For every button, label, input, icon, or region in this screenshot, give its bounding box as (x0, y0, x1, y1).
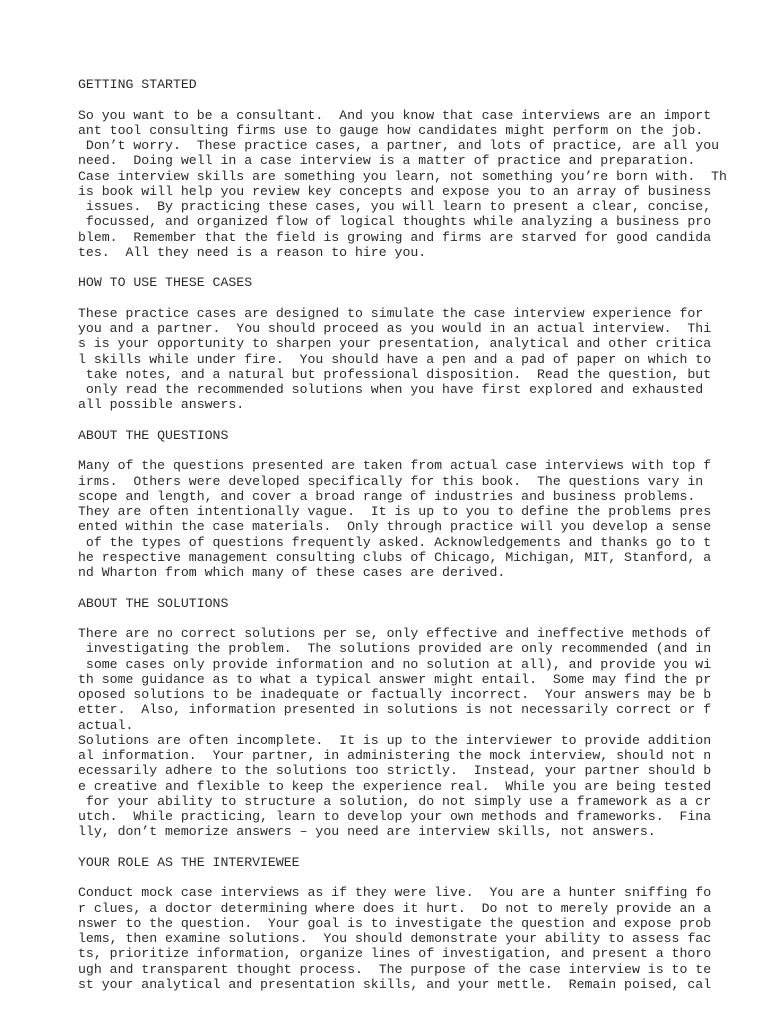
text-line: blem. Remember that the field is growing and firms are starved for good candida (78, 229, 712, 245)
text-line: ant tool consulting firms use to gauge how candidates might perform on the job. (78, 122, 704, 138)
text-line: th some guidance as to what a typical answer might entail. Some may find the pr (78, 671, 712, 687)
text-line: There are no correct solutions per se, only effective and ineffective methods of (78, 626, 712, 641)
section (78, 596, 718, 840)
text-line: So you want to be a consultant. And you know that case interviews are an import (78, 107, 712, 123)
text-line: Conduct mock case interviews as if they were live. You are a hunter sniffing fo (78, 885, 712, 901)
paragraph (78, 733, 718, 840)
text-line: utch. While practicing, learn to develop your own methods and frameworks. Fina (78, 809, 712, 824)
paragraph (78, 107, 727, 261)
text-line: lems, then examine solutions. You should demonstrate your ability to assess fac (78, 931, 712, 946)
section-heading: GETTING STARTED (78, 77, 197, 92)
section-heading: ABOUT THE SOLUTIONS (78, 595, 229, 611)
text-line: you and a partner. You should proceed as you would in an actual interview. Thi (78, 321, 712, 336)
section-heading: HOW TO USE THESE CASES (78, 275, 253, 291)
text-line: nswer to the question. Your goal is to investigate the question and expose prob (78, 915, 712, 931)
text-line: is book will help you review key concepts and expose you to an array of business (78, 183, 712, 199)
paragraph (78, 626, 718, 733)
text-line: he respective management consulting clubs of Chicago, Michigan, MIT, Stanford, a (78, 549, 712, 565)
text-line: ecessarily adhere to the solutions too strictly. Instead, your partner should b (78, 763, 712, 779)
text-line: scope and length, and cover a broad range of industries and business problems. (78, 488, 696, 504)
document-page (78, 77, 727, 1007)
text-line: all possible answers. (78, 397, 245, 413)
text-line: ugh and transparent thought process. The purpose of the case interview is to te (78, 961, 712, 977)
section (78, 77, 727, 260)
text-line: e creative and flexible to keep the experience real. While you are being tested (78, 778, 712, 794)
text-line: They are often intentionally vague. It is up to you to define the problems pres (78, 504, 712, 519)
text-line: s is your opportunity to sharpen your presentation, analytical and other critica (78, 336, 712, 352)
paragraph (78, 885, 718, 992)
text-line: st your analytical and presentation skills, and your mettle. Remain poised, cal (78, 976, 712, 992)
text-line: issues. By practicing these cases, you will learn to present a clear, concise, (78, 199, 712, 214)
text-line: nd Wharton from which many of these cases are derived. (78, 565, 506, 580)
text-line: Case interview skills are something you learn, not something you’re born with. Th (78, 168, 727, 184)
text-line: l skills while under fire. You should have a pen and a pad of paper on which to (78, 351, 712, 367)
text-line: etter. Also, information presented in solutions is not necessarily correct or f (78, 702, 712, 718)
text-line: need. Doing well in a case interview is a matter of practice and preparation. (78, 153, 696, 169)
text-line: Don’t worry. These practice cases, a partner, and lots of practice, are all you (78, 138, 720, 153)
text-line: of the types of questions frequently asked. Acknowledgements and thanks go to t (78, 534, 712, 550)
section-heading: ABOUT THE QUESTIONS (78, 427, 229, 443)
section (78, 428, 718, 581)
text-line: Many of the questions presented are taken from actual case interviews with top f (78, 458, 712, 474)
text-line: lly, don’t memorize answers – you need are interview skills, not answers. (78, 824, 656, 840)
text-line: oposed solutions to be inadequate or factually incorrect. Your answers may be b (78, 687, 712, 702)
text-line: Solutions are often incomplete. It is up to the interviewer to provide addition (78, 732, 712, 748)
text-line: for your ability to structure a solution, do not simply use a framework as a cr (78, 793, 712, 809)
text-line: tes. All they need is a reason to hire you. (78, 244, 427, 260)
section (78, 275, 718, 412)
text-line: investigating the problem. The solutions provided are only recommended (and in (78, 641, 712, 657)
text-line: al information. Your partner, in administering the mock interview, should not n (78, 748, 712, 763)
text-line: focussed, and organized flow of logical thoughts while analyzing a business pro (78, 214, 712, 230)
section (78, 855, 718, 992)
text-line: only read the recommended solutions when you have first explored and exhausted (78, 382, 704, 397)
text-line: r clues, a doctor determining where does it hurt. Do not to merely provide an a (78, 900, 712, 916)
paragraph (78, 306, 718, 413)
text-line: These practice cases are designed to simulate the case interview experience for (78, 305, 704, 321)
text-line: some cases only provide information and no solution at all), and provide you wi (78, 656, 712, 672)
section-heading: YOUR ROLE AS THE INTERVIEWEE (78, 854, 300, 870)
paragraph (78, 458, 718, 580)
text-line: take notes, and a natural but professional disposition. Read the question, but (78, 366, 712, 382)
text-line: irms. Others were developed specifically for this book. The questions vary in (78, 473, 704, 489)
text-line: actual. (78, 717, 134, 733)
text-line: ts, prioritize information, organize lines of investigation, and present a thoro (78, 946, 712, 962)
text-line: ented within the case materials. Only through practice will you develop a sense (78, 519, 712, 535)
